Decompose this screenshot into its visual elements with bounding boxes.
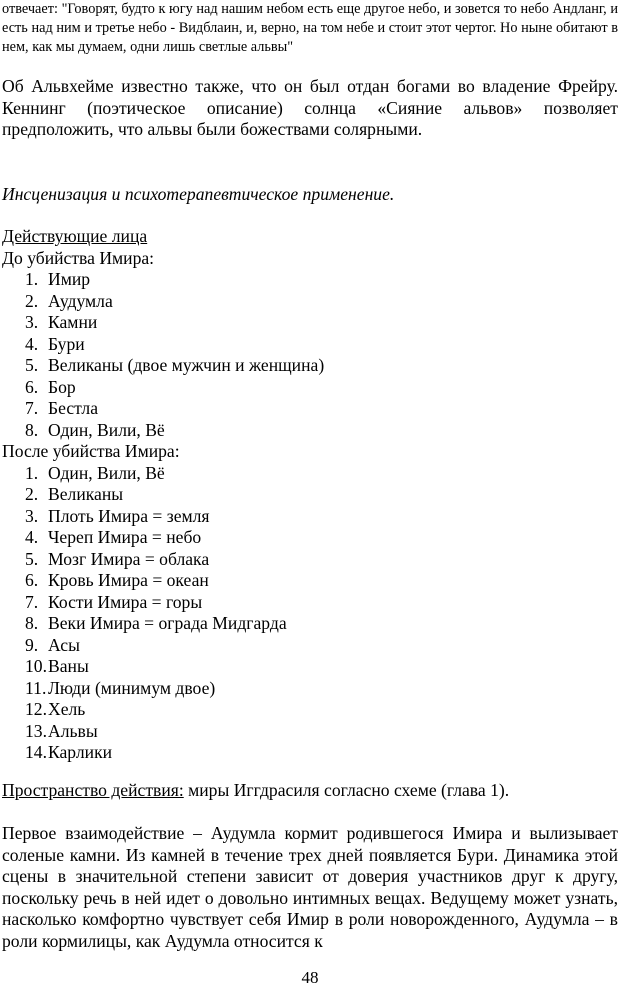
action-space-text: миры Иггдрасиля согласно схеме (глава 1). (183, 780, 510, 800)
quote-paragraph: отвечает: "Говорят, будто к югу над нашим небом есть еще другое небо, и зовется то небо Андланг, и есть над ним и третье небо - Видблаин, и, верно, на том небе и стоит этот чертог. Но ныне обитают в нем, как мы думаем, одни лишь светлые альвы" (2, 1, 618, 55)
action-space-line (2, 780, 509, 802)
alfheim-paragraph: Об Альвхейме известно также, что он был отдан богами во владение Фрейру. Кеннинг (поэтическое описание) солнца «Сияние альвов» позволяет предположить, что альвы были божествами солярными. (2, 76, 618, 139)
after-heading: После убийства Имира: (2, 441, 180, 461)
page-number: 48 (301, 968, 319, 987)
characters-heading: Действующие лица (2, 226, 148, 246)
section-heading: Инсценизация и психотерапевтическое применение. (2, 184, 395, 204)
action-space-label: Пространство действия: (2, 780, 184, 800)
first-interaction-paragraph: Первое взаимодействие – Аудумла кормит родившегося Имира и вылизывает соленые камни. Из камней в течение трех дней появляется Бури. Динамика этой сцены в значительной степени зависит от доверия участников друг к другу, поскольку речь в ней идет о довольно интимных вещах. Ведущему может узнать, насколько комфортно чувствует себя Имир в роли новорожденного, Аудумла – в роли кормилицы, как Аудумла относится к (2, 823, 618, 951)
before-heading: До убийства Имира: (2, 247, 155, 268)
